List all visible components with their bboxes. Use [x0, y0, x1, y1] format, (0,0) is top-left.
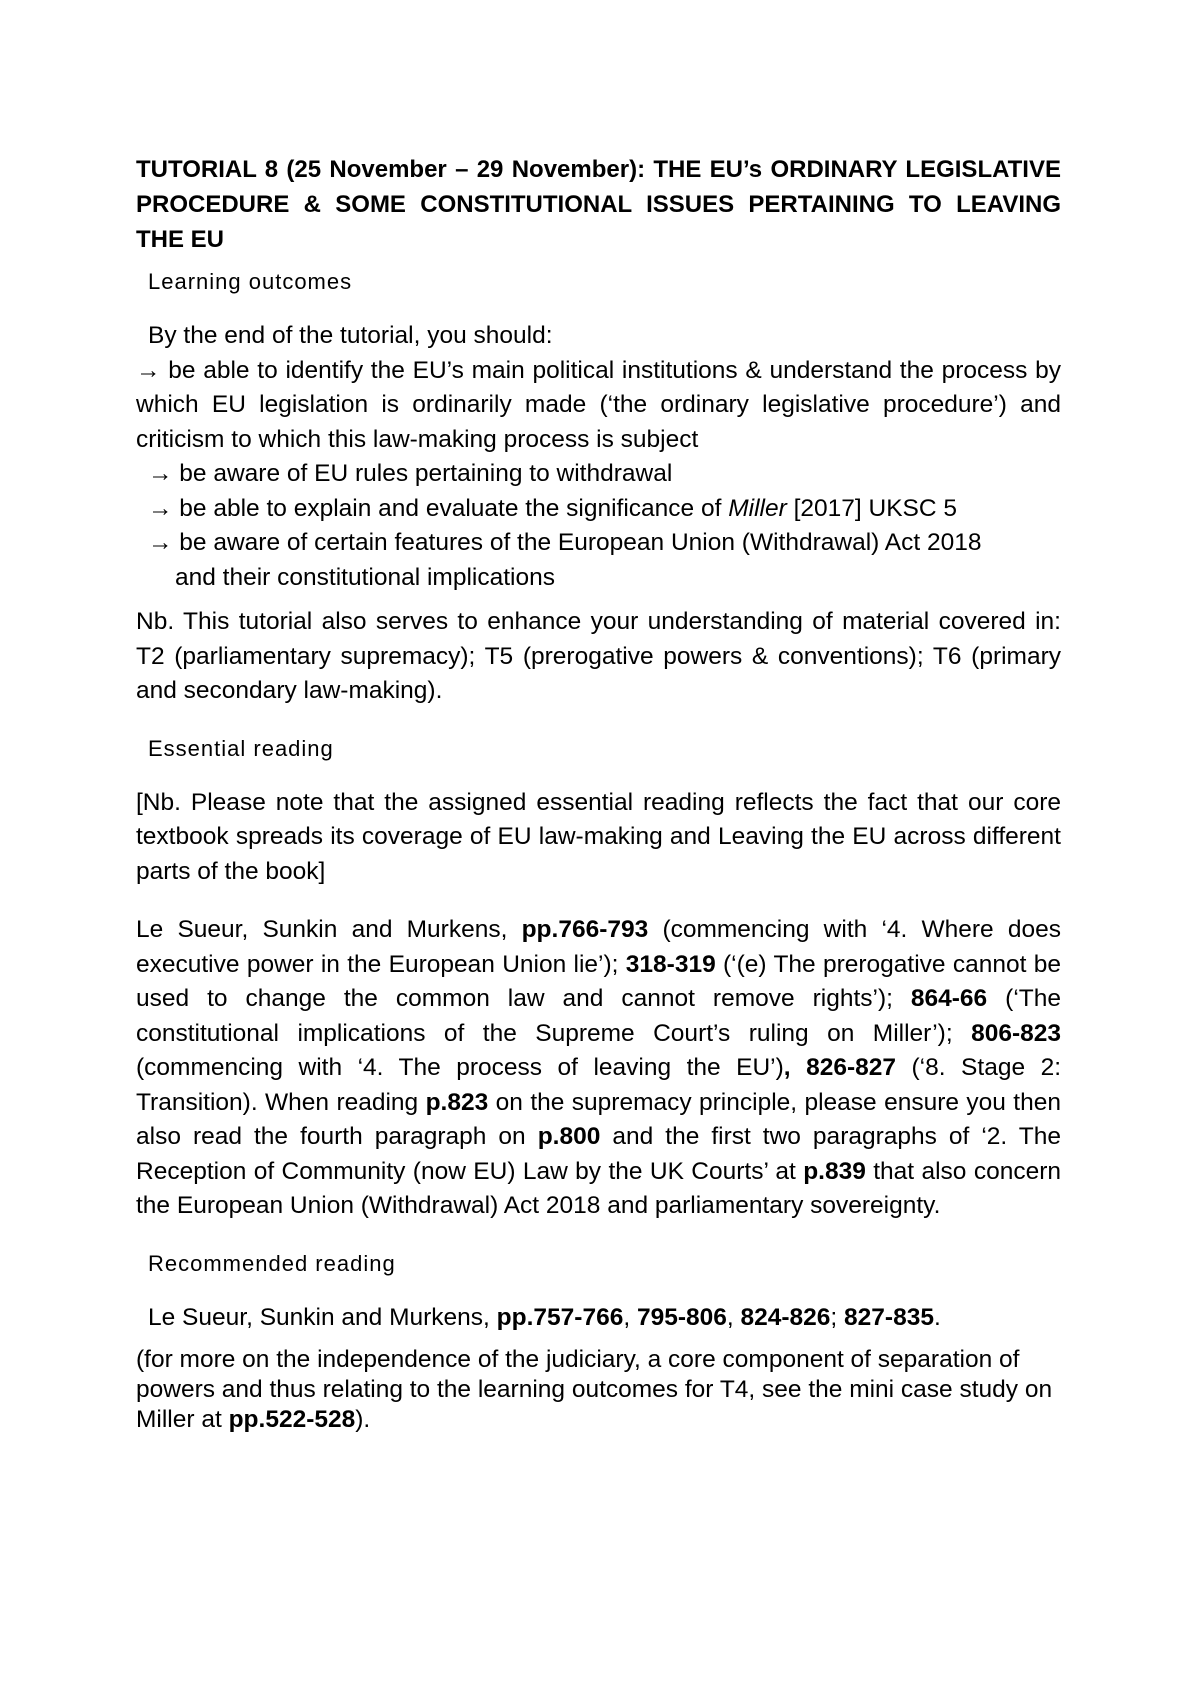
- page-ref: p.823: [425, 1088, 489, 1116]
- outcome-item-4-continuation: and their constitutional implications: [175, 563, 555, 591]
- reading-text: (‘The constitutional implications of the Supreme Court’s ruling on Miller’);: [136, 985, 1061, 1047]
- recommended-reading-heading: Recommended reading: [148, 1250, 396, 1276]
- outcome-item-2-text: be aware of EU rules pertaining to withdrawal: [172, 460, 673, 487]
- outcome-item-4: [136, 526, 1061, 595]
- outcome-item-4-text: be aware of certain features of the European Union (Withdrawal) Act 2018: [172, 529, 982, 556]
- essential-reading-heading: Essential reading: [148, 735, 334, 761]
- outcome-item-1: [136, 354, 1061, 458]
- page-ref: pp.522-528: [228, 1406, 356, 1433]
- arrow-icon: →: [136, 356, 161, 384]
- page-ref: 806-823: [971, 1019, 1061, 1047]
- page-ref: 795-806: [636, 1303, 727, 1331]
- outcome-item-1-text: be able to identify the EU’s main political institutions & understand the process by which EU legislation is ordinarily made (‘the ordinary legislative procedure’) and criticism to which this law-making process is subject: [136, 356, 1061, 453]
- page-title: TUTORIAL 8 (25 November – 29 November): THE EU’s ORDINARY LEGISLATIVE PROCEDURE & SOME CONSTITUTIONAL ISSUES PERTAINING TO LEAVING THE EU: [136, 156, 1061, 253]
- page-ref: 827-835: [844, 1303, 934, 1331]
- reading-text: (commencing with ‘4. The process of leaving the EU’): [136, 1054, 784, 1081]
- essential-reading-paragraph: [136, 913, 1061, 1224]
- reading-text: ).: [355, 1406, 371, 1433]
- reading-text: on the supremacy principle, please ensure you then also read the fourth paragraph on: [136, 1088, 1061, 1150]
- document-page: [136, 152, 1061, 1435]
- arrow-icon: →: [148, 460, 173, 487]
- recommended-reading-paragraph: [136, 1301, 1061, 1336]
- outcome-item-3: [136, 492, 1061, 527]
- learning-outcomes-heading: Learning outcomes: [148, 269, 353, 294]
- reading-text: ,: [726, 1303, 741, 1331]
- page-ref: pp.757-766: [496, 1303, 624, 1331]
- case-citation: [2017] UKSC 5: [786, 494, 957, 522]
- case-name-miller: Miller: [728, 494, 787, 522]
- reading-text: Le Sueur, Sunkin and Murkens,: [136, 916, 522, 943]
- arrow-icon: →: [148, 529, 173, 556]
- page-ref: , 826-827: [783, 1054, 897, 1081]
- reading-text: (‘(e) The prerogative cannot be used to change the common law and cannot remove rights’);: [136, 950, 1061, 1012]
- arrow-icon: →: [148, 494, 173, 522]
- reading-text: (for more on the independence of the judiciary, a core component of separation of powers and thus relating to the learning outcomes for T4, see the mini case study on Miller at: [136, 1346, 1053, 1433]
- page-ref: 318-319: [625, 950, 716, 978]
- page-ref: p.800: [537, 1123, 601, 1150]
- tutorial-note: Nb. This tutorial also serves to enhance your understanding of material covered in: T2 (parliamentary supremacy); T5 (prerogative powers & conventions); T6 (primary and secondary law-making).: [136, 608, 1061, 704]
- page-ref: pp.766-793: [521, 916, 649, 943]
- reading-text: that also concern the European Union (Withdrawal) Act 2018 and parliamentary sovereignty.: [136, 1157, 1061, 1219]
- page-ref: 864-66: [910, 985, 988, 1012]
- reading-text: ,: [623, 1303, 637, 1331]
- learning-outcomes-intro: By the end of the tutorial, you should:: [148, 322, 553, 349]
- reading-text: ;: [830, 1303, 845, 1331]
- reading-text: Le Sueur, Sunkin and Murkens,: [148, 1303, 497, 1331]
- reading-text: .: [933, 1303, 941, 1331]
- essential-reading-note: [Nb. Please note that the assigned essential reading reflects the fact that our core textbook spreads its coverage of EU law-making and Leaving the EU across different parts of the book]: [136, 788, 1061, 885]
- page-ref: p.839: [803, 1157, 866, 1185]
- reading-text: and the first two paragraphs of ‘2. The Reception of Community (now EU) Law by the UK Courts’ at: [136, 1123, 1061, 1185]
- recommended-reading-note: [136, 1345, 1061, 1435]
- page-ref: 824-826: [740, 1303, 831, 1331]
- outcome-item-2: [136, 457, 1061, 492]
- reading-text: (‘8. Stage 2: Transition). When reading: [136, 1054, 1061, 1116]
- reading-text: (commencing with ‘4. Where does executive power in the European Union lie’);: [136, 916, 1061, 978]
- outcome-item-3-text: be able to explain and evaluate the significance of: [172, 494, 729, 522]
